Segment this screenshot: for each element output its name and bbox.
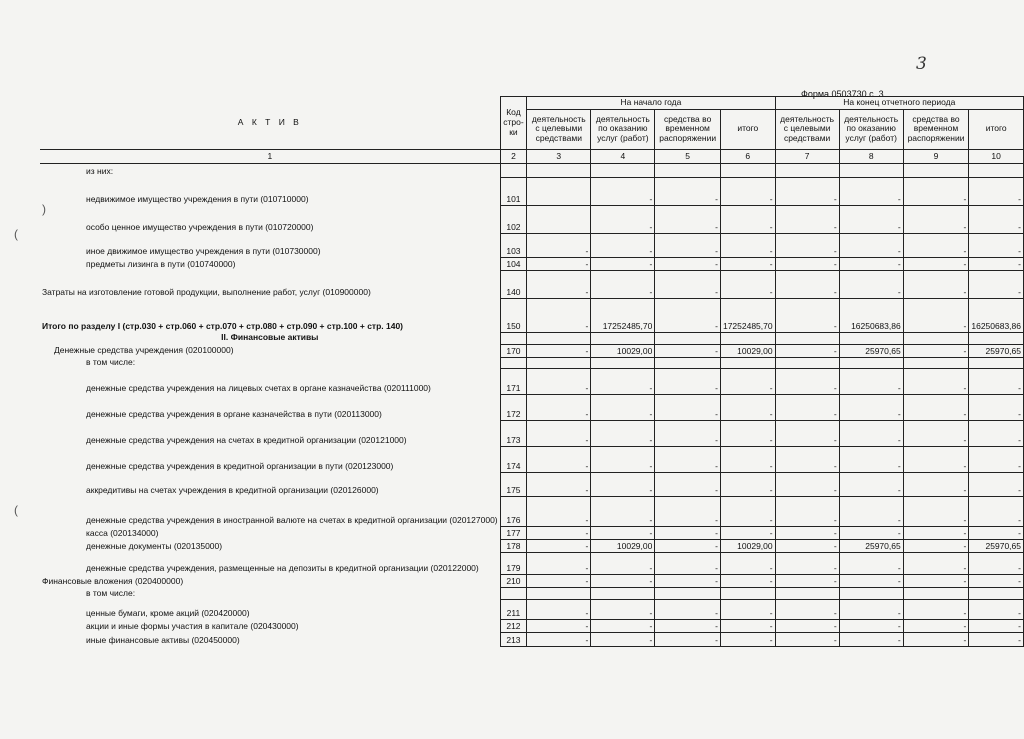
row-value: - (720, 369, 775, 395)
row-value: 17252485,70 (720, 298, 775, 332)
row-value: - (839, 473, 903, 497)
row-value: - (527, 257, 591, 270)
row-value: - (655, 575, 721, 588)
row-label: из них: (40, 163, 500, 177)
table-row (40, 527, 1024, 540)
row-label: ценные бумаги, кроме акций (020420000) (40, 600, 500, 620)
row-value: - (969, 620, 1024, 633)
row-value: - (903, 177, 969, 205)
row-value: - (839, 369, 903, 395)
header-target-start: деятельность с целевыми средствами (527, 109, 591, 149)
row-value: - (775, 527, 839, 540)
column-number: 7 (775, 149, 839, 163)
row-value: - (903, 344, 969, 357)
row-value: - (969, 553, 1024, 575)
row-value: - (775, 298, 839, 332)
row-label: в том числе: (40, 357, 500, 369)
row-code: 213 (500, 633, 527, 647)
row-code: 150 (500, 298, 527, 332)
row-value: - (591, 421, 655, 447)
row-value (903, 332, 969, 344)
row-value (591, 588, 655, 600)
row-value: - (903, 553, 969, 575)
table-row (40, 600, 1024, 620)
row-value: - (969, 257, 1024, 270)
row-value (527, 588, 591, 600)
row-value: - (591, 369, 655, 395)
row-value (775, 332, 839, 344)
row-value: - (903, 257, 969, 270)
row-value (655, 588, 721, 600)
row-value: - (655, 633, 721, 647)
row-value (591, 357, 655, 369)
row-value: - (591, 270, 655, 298)
table-row (40, 473, 1024, 497)
row-value: - (775, 177, 839, 205)
row-label: денежные средства учреждения на счетах в кредитной организации (020121000) (40, 421, 500, 447)
row-value: - (655, 421, 721, 447)
row-value: - (903, 575, 969, 588)
table-row (40, 620, 1024, 633)
row-value (720, 588, 775, 600)
table-row (40, 270, 1024, 298)
table-row (40, 257, 1024, 270)
row-value: - (527, 369, 591, 395)
row-code: 176 (500, 497, 527, 527)
row-value (655, 332, 721, 344)
row-value: - (527, 447, 591, 473)
row-code: 171 (500, 369, 527, 395)
row-value: - (655, 395, 721, 421)
row-label: недвижимое имущество учреждения в пути (010710000) (40, 177, 500, 205)
row-value: - (720, 447, 775, 473)
row-value: - (903, 447, 969, 473)
row-code: 102 (500, 205, 527, 233)
row-label: Финансовые вложения (020400000) (40, 575, 500, 588)
assets-table-body (40, 163, 1024, 647)
row-value: - (527, 600, 591, 620)
row-value: - (527, 421, 591, 447)
row-value: 16250683,86 (969, 298, 1024, 332)
row-value: - (775, 369, 839, 395)
row-value: - (775, 600, 839, 620)
column-number: 10 (969, 149, 1024, 163)
row-value: - (655, 205, 721, 233)
row-label: денежные средства учреждения в кредитной организации в пути (020123000) (40, 447, 500, 473)
row-value: - (720, 233, 775, 257)
row-value: - (591, 553, 655, 575)
row-value: - (775, 205, 839, 233)
row-value (969, 357, 1024, 369)
row-value: - (527, 527, 591, 540)
row-value: - (775, 553, 839, 575)
row-value: - (720, 395, 775, 421)
row-value: - (720, 270, 775, 298)
row-value: - (903, 421, 969, 447)
row-value: - (839, 600, 903, 620)
row-value: 10029,00 (720, 344, 775, 357)
margin-mark: ) (42, 202, 46, 216)
row-value: - (591, 527, 655, 540)
row-value: - (591, 257, 655, 270)
row-value: - (775, 270, 839, 298)
row-value (527, 177, 591, 205)
row-value: - (969, 473, 1024, 497)
header-code: Код стро-ки (500, 97, 527, 150)
row-value: - (969, 575, 1024, 588)
margin-mark: ( (14, 227, 18, 241)
header-temporary-start: средства во временном распоряжении (655, 109, 721, 149)
row-value (839, 163, 903, 177)
row-code (500, 357, 527, 369)
row-value: - (839, 527, 903, 540)
row-value: - (527, 633, 591, 647)
row-label: денежные средства учреждения в иностранной валюте на счетах в кредитной организации (020127000) (40, 497, 500, 527)
assets-table (40, 96, 1024, 647)
row-value: - (839, 177, 903, 205)
row-value (903, 163, 969, 177)
table-row (40, 344, 1024, 357)
row-value: - (839, 620, 903, 633)
row-value: - (720, 620, 775, 633)
row-code: 175 (500, 473, 527, 497)
row-value: - (591, 633, 655, 647)
row-value: - (527, 497, 591, 527)
row-value (720, 163, 775, 177)
row-value (969, 588, 1024, 600)
row-value: - (775, 633, 839, 647)
row-value: 17252485,70 (591, 298, 655, 332)
header-total-start: итого (720, 109, 775, 149)
row-code: 177 (500, 527, 527, 540)
row-label: денежные документы (020135000) (40, 540, 500, 553)
row-value: - (969, 633, 1024, 647)
header-total-end: итого (969, 109, 1024, 149)
row-value: - (775, 620, 839, 633)
row-value: - (591, 473, 655, 497)
header-start-of-year: На начало года (527, 97, 775, 110)
row-value: - (720, 257, 775, 270)
table-row (40, 633, 1024, 647)
table-row (40, 575, 1024, 588)
row-code: 210 (500, 575, 527, 588)
header-services-end: деятельность по оказанию услуг (работ) (839, 109, 903, 149)
table-row (40, 421, 1024, 447)
table-row (40, 233, 1024, 257)
row-value: - (969, 233, 1024, 257)
row-value: - (655, 497, 721, 527)
row-value (969, 163, 1024, 177)
row-value: - (839, 633, 903, 647)
column-number: 4 (591, 149, 655, 163)
row-label: II. Финансовые активы (40, 332, 500, 344)
row-code (500, 588, 527, 600)
row-value: - (903, 298, 969, 332)
row-value: - (903, 205, 969, 233)
row-value: - (903, 233, 969, 257)
row-value: - (591, 575, 655, 588)
row-value: - (655, 257, 721, 270)
row-value: - (527, 298, 591, 332)
row-value: - (969, 527, 1024, 540)
row-code: 101 (500, 177, 527, 205)
table-row (40, 163, 1024, 177)
row-value: - (839, 205, 903, 233)
row-value: 25970,65 (969, 540, 1024, 553)
row-value: - (839, 447, 903, 473)
table-row (40, 205, 1024, 233)
row-value: 25970,65 (969, 344, 1024, 357)
margin-mark: ( (14, 503, 18, 517)
table-row (40, 497, 1024, 527)
row-value: - (527, 395, 591, 421)
row-value (655, 163, 721, 177)
row-value: - (591, 600, 655, 620)
row-value: - (775, 344, 839, 357)
row-value (903, 588, 969, 600)
header-activ: А К Т И В (40, 97, 500, 150)
row-value: - (969, 369, 1024, 395)
row-value: - (903, 497, 969, 527)
row-value: - (969, 177, 1024, 205)
row-label: иные финансовые активы (020450000) (40, 633, 500, 647)
row-value (775, 588, 839, 600)
row-value: - (720, 527, 775, 540)
row-code: 140 (500, 270, 527, 298)
row-label: аккредитивы на счетах учреждения в кредитной организации (020126000) (40, 473, 500, 497)
table-row (40, 298, 1024, 332)
row-value: - (903, 527, 969, 540)
row-label: предметы лизинга в пути (010740000) (40, 257, 500, 270)
row-label: Итого по разделу I (стр.030 + стр.060 + стр.070 + стр.080 + стр.090 + стр.100 + стр. 140) (40, 298, 500, 332)
row-value: - (720, 600, 775, 620)
row-value: - (655, 540, 721, 553)
row-value: - (839, 233, 903, 257)
row-label: денежные средства учреждения в органе казначейства в пути (020113000) (40, 395, 500, 421)
row-value: 10029,00 (720, 540, 775, 553)
row-value: 10029,00 (591, 540, 655, 553)
row-value: - (839, 395, 903, 421)
row-value: - (839, 497, 903, 527)
row-value: - (591, 177, 655, 205)
row-value: - (903, 395, 969, 421)
row-value (527, 357, 591, 369)
table-row (40, 357, 1024, 369)
row-value: - (527, 270, 591, 298)
row-value: - (720, 497, 775, 527)
column-number: 1 (40, 149, 500, 163)
form-reference: Форма 0503730 с. 3 (801, 89, 884, 99)
row-value: - (655, 553, 721, 575)
column-number: 2 (500, 149, 527, 163)
row-code (500, 163, 527, 177)
row-code: 170 (500, 344, 527, 357)
row-value: - (775, 257, 839, 270)
row-value: - (775, 421, 839, 447)
row-code: 179 (500, 553, 527, 575)
row-label: Затраты на изготовление готовой продукции, выполнение работ, услуг (010900000) (40, 270, 500, 298)
row-code (500, 332, 527, 344)
row-value (839, 588, 903, 600)
row-label: особо ценное имущество учреждения в пути (010720000) (40, 205, 500, 233)
row-value: - (527, 620, 591, 633)
row-code: 172 (500, 395, 527, 421)
row-value: - (655, 270, 721, 298)
row-value: - (655, 620, 721, 633)
row-value (527, 205, 591, 233)
row-value (720, 357, 775, 369)
row-value: - (527, 473, 591, 497)
row-value: - (969, 497, 1024, 527)
row-value: - (839, 257, 903, 270)
row-value (720, 332, 775, 344)
row-value (591, 332, 655, 344)
row-value: - (969, 395, 1024, 421)
row-value: - (775, 447, 839, 473)
row-value: - (720, 473, 775, 497)
row-value: - (655, 177, 721, 205)
row-value: - (720, 205, 775, 233)
row-value: - (720, 633, 775, 647)
row-value: - (903, 473, 969, 497)
column-number-row (40, 149, 1024, 163)
row-value: - (969, 447, 1024, 473)
row-code: 178 (500, 540, 527, 553)
row-value: 25970,65 (839, 540, 903, 553)
table-row (40, 395, 1024, 421)
row-value: - (775, 497, 839, 527)
table-row (40, 588, 1024, 600)
row-value (839, 357, 903, 369)
row-value: - (591, 205, 655, 233)
row-value: - (839, 575, 903, 588)
row-code: 103 (500, 233, 527, 257)
column-number: 5 (655, 149, 721, 163)
row-value: - (903, 600, 969, 620)
row-value (775, 163, 839, 177)
row-value: - (775, 473, 839, 497)
row-value: - (903, 620, 969, 633)
row-value: - (527, 553, 591, 575)
row-value: - (775, 575, 839, 588)
column-number: 6 (720, 149, 775, 163)
row-code: 211 (500, 600, 527, 620)
row-value (839, 332, 903, 344)
row-value: - (591, 447, 655, 473)
row-value: - (591, 497, 655, 527)
row-value: - (655, 298, 721, 332)
table-row (40, 177, 1024, 205)
column-number: 9 (903, 149, 969, 163)
row-value (969, 332, 1024, 344)
row-value (655, 357, 721, 369)
row-code: 174 (500, 447, 527, 473)
row-value: - (775, 540, 839, 553)
row-value: - (775, 233, 839, 257)
table-row (40, 369, 1024, 395)
row-value: - (969, 600, 1024, 620)
row-label: денежные средства учреждения, размещенные на депозиты в кредитной организации (020122000) (40, 553, 500, 575)
row-value (527, 163, 591, 177)
row-value: - (839, 553, 903, 575)
row-value: - (720, 553, 775, 575)
row-value: - (655, 600, 721, 620)
row-code: 173 (500, 421, 527, 447)
row-value: - (969, 421, 1024, 447)
row-value: - (969, 270, 1024, 298)
row-label: касса (020134000) (40, 527, 500, 540)
row-value: 16250683,86 (839, 298, 903, 332)
row-value: - (655, 447, 721, 473)
row-value (527, 332, 591, 344)
row-value: - (720, 177, 775, 205)
row-value: 25970,65 (839, 344, 903, 357)
row-value: - (527, 233, 591, 257)
row-value: 10029,00 (591, 344, 655, 357)
row-value (775, 357, 839, 369)
row-label: в том числе: (40, 588, 500, 600)
row-value: - (591, 395, 655, 421)
row-label: Денежные средства учреждения (020100000) (40, 344, 500, 357)
row-value (591, 163, 655, 177)
row-value: - (527, 575, 591, 588)
page-number: 3 (916, 54, 927, 74)
row-value: - (969, 205, 1024, 233)
row-value: - (903, 369, 969, 395)
row-value: - (591, 620, 655, 633)
table-row (40, 447, 1024, 473)
row-value: - (720, 575, 775, 588)
row-value: - (839, 421, 903, 447)
row-value: - (903, 633, 969, 647)
row-value: - (775, 395, 839, 421)
row-value: - (527, 540, 591, 553)
row-value: - (839, 270, 903, 298)
column-number: 3 (527, 149, 591, 163)
row-code: 212 (500, 620, 527, 633)
row-value: - (655, 473, 721, 497)
table-row (40, 332, 1024, 344)
header-services-start: деятельность по оказанию услуг (работ) (591, 109, 655, 149)
table-row (40, 540, 1024, 553)
row-value: - (527, 344, 591, 357)
row-label: денежные средства учреждения на лицевых счетах в органе казначейства (020111000) (40, 369, 500, 395)
row-label: иное движимое имущество учреждения в пути (010730000) (40, 233, 500, 257)
table-row (40, 553, 1024, 575)
row-code: 104 (500, 257, 527, 270)
row-value: - (655, 527, 721, 540)
header-target-end: деятельность с целевыми средствами (775, 109, 839, 149)
row-value: - (655, 233, 721, 257)
row-value: - (655, 369, 721, 395)
row-value: - (655, 344, 721, 357)
row-label: акции и иные формы участия в капитале (020430000) (40, 620, 500, 633)
row-value (903, 357, 969, 369)
row-value: - (720, 421, 775, 447)
row-value: - (591, 233, 655, 257)
header-temporary-end: средства во временном распоряжении (903, 109, 969, 149)
column-number: 8 (839, 149, 903, 163)
row-value: - (903, 540, 969, 553)
header-end-of-period: На конец отчетного периода (775, 97, 1023, 110)
row-value: - (903, 270, 969, 298)
